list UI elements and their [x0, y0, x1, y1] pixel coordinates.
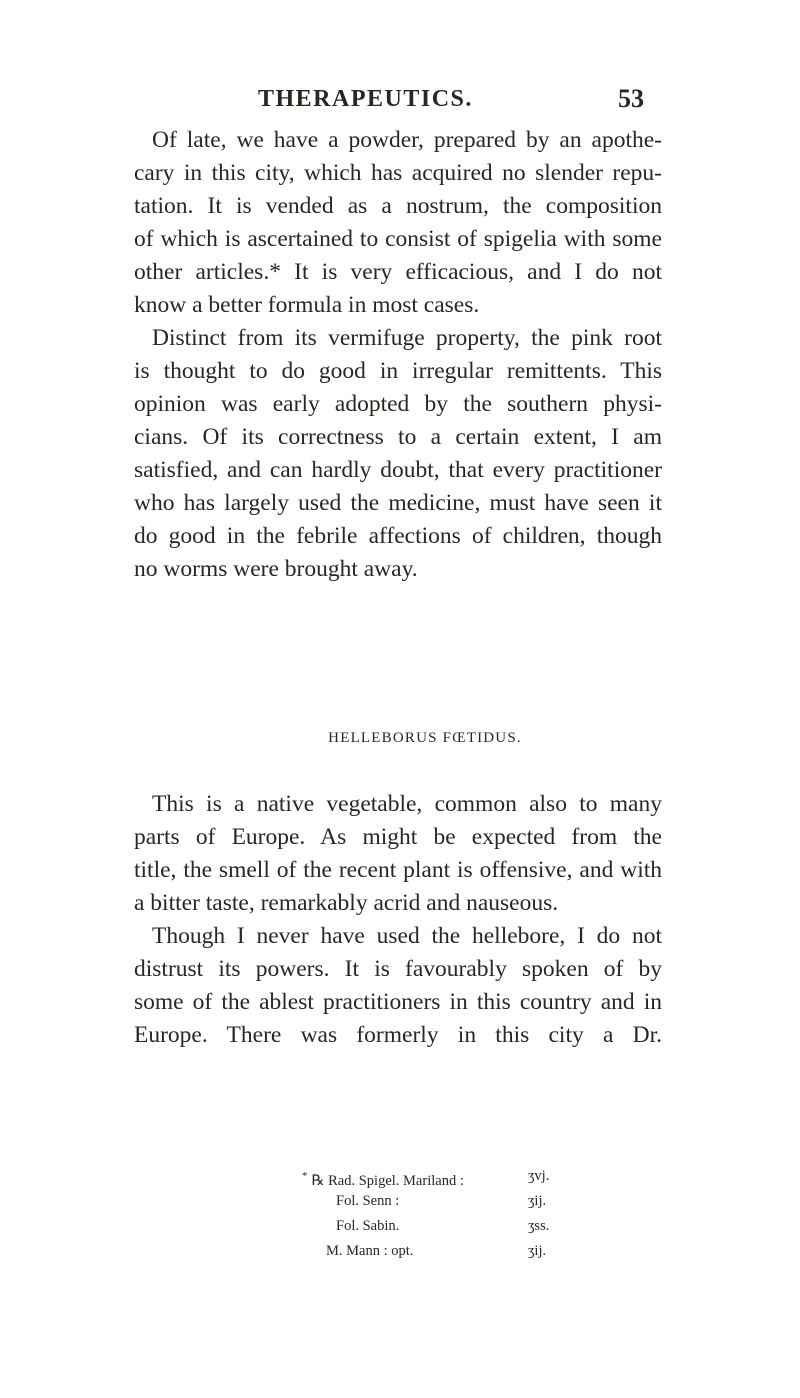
- text-line: opinion was early adopted by the southern physi-: [134, 391, 662, 417]
- recipe-row: [302, 1164, 622, 1189]
- recipe-quantity: ʒij.: [528, 1243, 547, 1259]
- text-line: Europe. There was formerly in this city a Dr.: [134, 1022, 662, 1048]
- paragraph-pink-root-remittents: [134, 322, 662, 586]
- paragraph-spigelia-powder: [134, 124, 662, 322]
- text-line: no worms were brought away.: [134, 556, 418, 582]
- recipe-ingredient: Fol. Senn :: [336, 1193, 400, 1209]
- text-line: a bitter taste, remarkably acrid and nauseous.: [134, 890, 559, 916]
- running-title: THERAPEUTICS.: [258, 86, 473, 112]
- recipe-ingredient: * ℞ Rad. Spigel. Mariland :: [302, 1170, 464, 1189]
- text-line: who has largely used the medicine, must have seen it: [134, 490, 662, 516]
- recipe-quantity: ʒij.: [528, 1193, 547, 1209]
- recipe-ingredient: Fol. Sabin.: [336, 1218, 400, 1234]
- text-line: some of the ablest practitioners in this country and in: [134, 989, 662, 1015]
- text-line: do good in the febrile affections of children, though: [134, 523, 662, 549]
- text-line: tation. It is vended as a nostrum, the composition: [134, 193, 662, 219]
- footnote-recipe: [302, 1164, 622, 1264]
- running-head: [0, 86, 800, 120]
- text-line: distrust its powers. It is favourably spoken of by: [134, 956, 662, 982]
- lower-text-block: [134, 788, 662, 1052]
- text-line: other articles.* It is very efficacious, and I do not: [134, 259, 662, 285]
- text-line: This is a native vegetable, common also to many: [152, 791, 662, 817]
- text-line: parts of Europe. As might be expected from the: [134, 824, 662, 850]
- recipe-row: [302, 1214, 622, 1239]
- text-line: cary in this city, which has acquired no slender repu-: [134, 160, 662, 186]
- text-line: is thought to do good in irregular remittents. This: [134, 358, 662, 384]
- text-line: satisfied, and can hardly doubt, that every practitioner: [134, 457, 662, 483]
- recipe-row: [302, 1189, 622, 1214]
- text-line: of which is ascertained to consist of spigelia with some: [134, 226, 662, 252]
- text-line: know a better formula in most cases.: [134, 292, 480, 318]
- text-line: title, the smell of the recent plant is offensive, and with: [134, 857, 662, 883]
- text-line: cians. Of its correctness to a certain extent, I am: [134, 424, 662, 450]
- recipe-row: [302, 1239, 622, 1264]
- upper-text-block: [134, 124, 662, 586]
- recipe-quantity: ʒvj.: [528, 1168, 550, 1184]
- text-line: Of late, we have a powder, prepared by an apothe-: [152, 127, 662, 153]
- footnote-mark: *: [302, 1170, 308, 1182]
- page-number: 53: [618, 84, 644, 113]
- text-line: Distinct from its vermifuge property, the pink root: [152, 325, 662, 351]
- recipe-quantity: ʒss.: [528, 1218, 550, 1234]
- paragraph-hellebore-description: [134, 788, 662, 920]
- recipe-ingredient: M. Mann : opt.: [326, 1243, 414, 1259]
- text-line: Though I never have used the hellebore, I do not: [152, 923, 662, 949]
- paragraph-hellebore-powers: [134, 920, 662, 1052]
- section-heading: HELLEBORUS FŒTIDUS.: [328, 730, 522, 746]
